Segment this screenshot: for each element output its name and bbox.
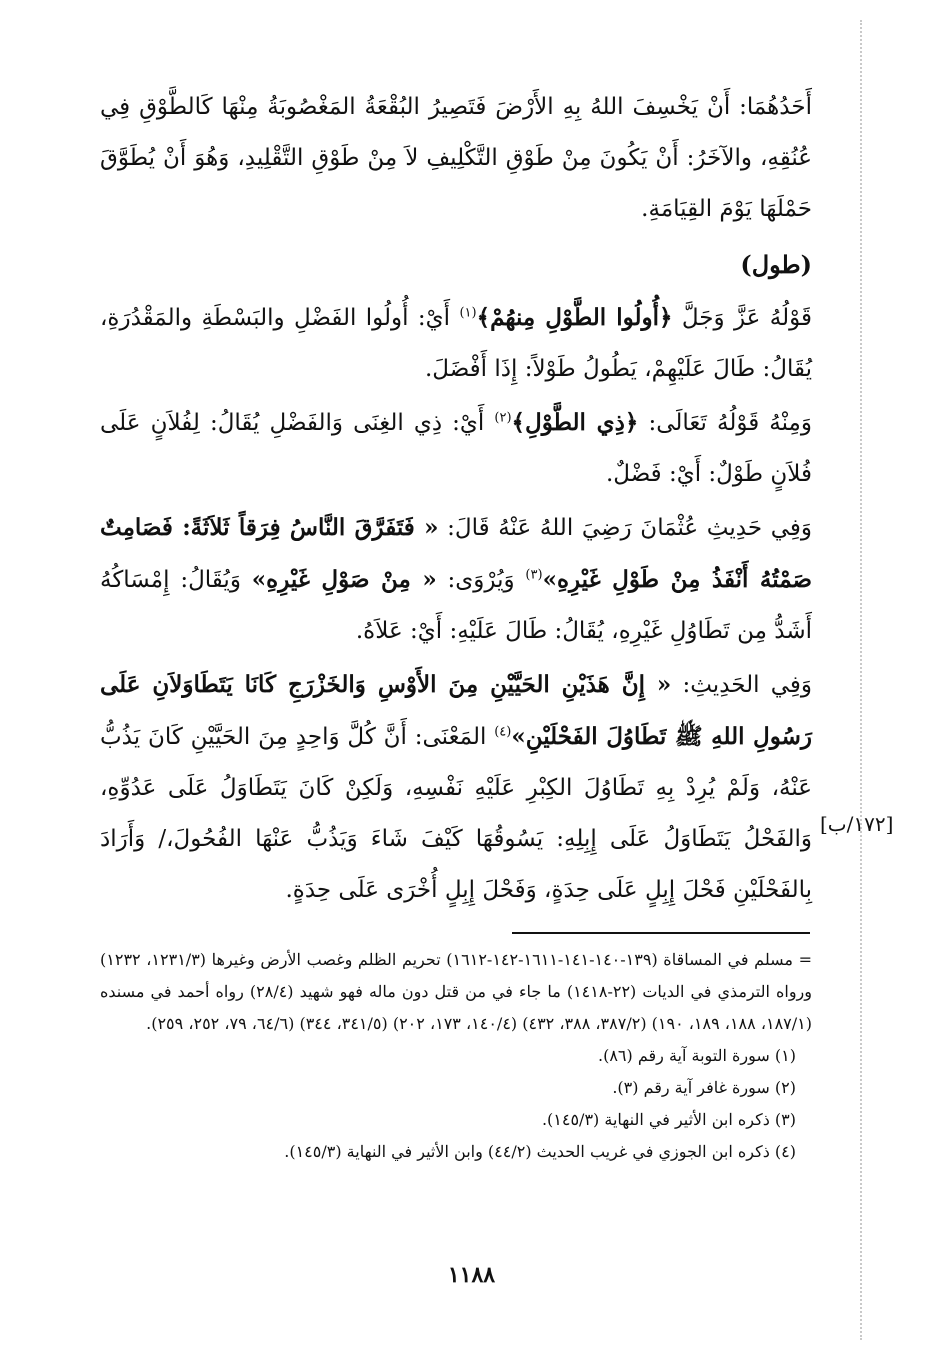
paragraph-2-body: أَيْ: أُولُوا الفَضْلِ والبَسْطَةِ والمَقْدُرَةِ، يُقَالُ: طَالَ عَلَيْهِمْ، يَطُولُ طَوْلاً: إِذَا أَفْضَلَ.: [100, 305, 812, 382]
footnote-ref-1: (١): [459, 305, 477, 321]
paragraph-4-mid: وَيُرْوَى:: [436, 567, 526, 593]
paragraph-5-intro: وَفِي الحَدِيثِ:: [671, 672, 813, 698]
footnote-ref-4: (٤): [494, 724, 512, 740]
main-text: [100, 82, 812, 918]
paragraph-5-body: المَعْنَى: أَنَّ كُلَّ وَاحِدٍ مِنَ الحَيَّيْنِ كَانَ يَذُبُّ عَنْهُ، وَلَمْ يُرِدْ بِهِ تَطَاوُلَ الكِبْرِ عَلَيْهِ نَفْسِهِ، وَلَكِنْ كَانَ يَتَطَاوَلُ عَلَى عَدُوِّهِ، وَالفَحْلُ يَتَطَاوَلُ عَلَى إِبِلِهِ: يَسُوقُهَا كَيْفَ شَاءَ وَيَذُبُّ عَنْهَا الفُحُولَ،/ وَأَرَادَ بِالفَحْلَيْنِ فَحْلَ إِبِلٍ عَلَى حِدَةٍ، وَفَحْلَ إِبِلٍ أُخْرَى عَلَى حِدَةٍ.: [100, 724, 812, 903]
quran-verse-2: ﴿ذِي الطَّوْلِ﴾: [511, 409, 639, 436]
paragraph-2-intro: قَوْلُهُ عَزَّ وَجَلَّ: [672, 305, 812, 331]
footnote-list: [100, 1040, 812, 1168]
paragraph-4-end: وَيُقَالُ: إِمْسَاكُهُ أَشَدُّ مِن تَطَاوُلِ غَيْرِهِ، يُقَالُ: طَالَ عَلَيْهِ: أَيْ: عَلاَهُ.: [100, 567, 812, 644]
footnote-item: (٣) ذكره ابن الأثير في النهاية (١٤٥/٣).: [541, 1110, 796, 1129]
paragraph-3-body: أَيْ: ذِي الغِنَى وَالفَضْلِ يُقَالُ: لِفُلاَنٍ عَلَى فُلاَنٍ طَوْلٌ: أَيْ: فَضْلٌ.: [100, 410, 812, 487]
paragraph-4-intro: وَفِي حَدِيثِ عُثْمَانَ رَضِيَ اللهُ عَنْهُ قَالَ:: [438, 515, 812, 541]
footnote-item: (٤) ذكره ابن الجوزي في غريب الحديث (٤٤/٢) وابن الأثير في النهاية (١٤٥/٣).: [284, 1142, 796, 1161]
hadith-quote-2: « مِنْ صَوْلِ غَيْرِهِ»: [251, 566, 437, 593]
hadith-quote-3: « إِنَّ هَذَيْنِ الحَيَّيْنِ مِنَ الأَوْسِ وَالخَزْرَجِ كَانَا يَتَطَاوَلاَنِ عَلَى رَسُولِ اللهِ ﷺ تَطَاوُلَ الفَحْلَيْنِ»: [100, 671, 812, 750]
paragraph-4: [100, 502, 812, 657]
footnote-separator: [512, 932, 810, 934]
paragraph-2: [100, 292, 812, 395]
footnote-continuation: = مسلم في المساقاة (١٣٩-١٤٠-١٤١-١٦١١-١٤٢-١٦١٢) تحريم الظلم وغصب الأرض وغيرها (١٢٣١/٣، ١٢٣٢) ورواه الترمذي في الديات (٢٢-١٤١٨) ما جاء في من قتل دون ماله فهو شهيد (٢٨/٤) رواه أحمد في مسنده (١٨٧/١، ١٨٨، ١٨٩، ١٩٠) (٣٨٧/٢، ٣٨٨، ٤٣٢) (١٤٠/٤، ١٧٣، ٢٠٢) (٣٤١/٥، ٣٤٤) (٦٤/٦، ٧٩، ٢٥٢، ٢٥٩).: [100, 950, 813, 1033]
paragraph-5: [100, 659, 812, 916]
page-number: ١١٨٨: [447, 1262, 496, 1288]
footnotes-section: [100, 944, 812, 1168]
paragraph-3-intro: وَمِنْهُ قَوْلُهُ تَعَالَى:: [638, 410, 812, 436]
paragraph-1: أَحَدُهُمَا: أَنْ يَخْسِفَ اللهُ بِهِ الأَرْضَ فَتَصِيرُ البُقْعَةُ المَغْصُوبَةُ مِنْهَا كَالطَّوْقِ فِي عُنُقِهِ، والآخَرُ: أَنْ يَكُونَ مِنْ طَوْقِ التَّكْلِيفِ لاَ مِنْ طَوْقِ التَّقْلِيدِ، وَهُوَ أَنْ يُطَوَّقَ حَمْلَهَا يَوْمَ القِيَامَةِ.: [100, 94, 812, 222]
footnote-item: (١) سورة التوبة آية رقم (٨٦).: [598, 1046, 796, 1065]
section-heading: (طول): [740, 250, 812, 279]
footnote-ref-3: (٣): [525, 567, 543, 583]
manuscript-folio-reference: [١٧٢/ب]: [820, 812, 894, 836]
footnote-ref-2: (٢): [494, 410, 512, 426]
footnote-item: (٢) سورة غافر آية رقم (٣).: [612, 1078, 796, 1097]
quran-verse-1: ﴿أُولُوا الطَّوْلِ مِنهُمْ﴾: [476, 304, 673, 331]
gutter-dotted-line: [860, 20, 862, 1340]
paragraph-3: [100, 397, 812, 500]
hadith-quote-1: « فَتَفَرَّقَ النَّاسُ فِرَقاً ثَلاَثَةً: فَصَامِتٌ صَمْتُهُ أَنْفَذُ مِنْ طَوْلِ غَيْرِهِ»: [100, 514, 813, 593]
